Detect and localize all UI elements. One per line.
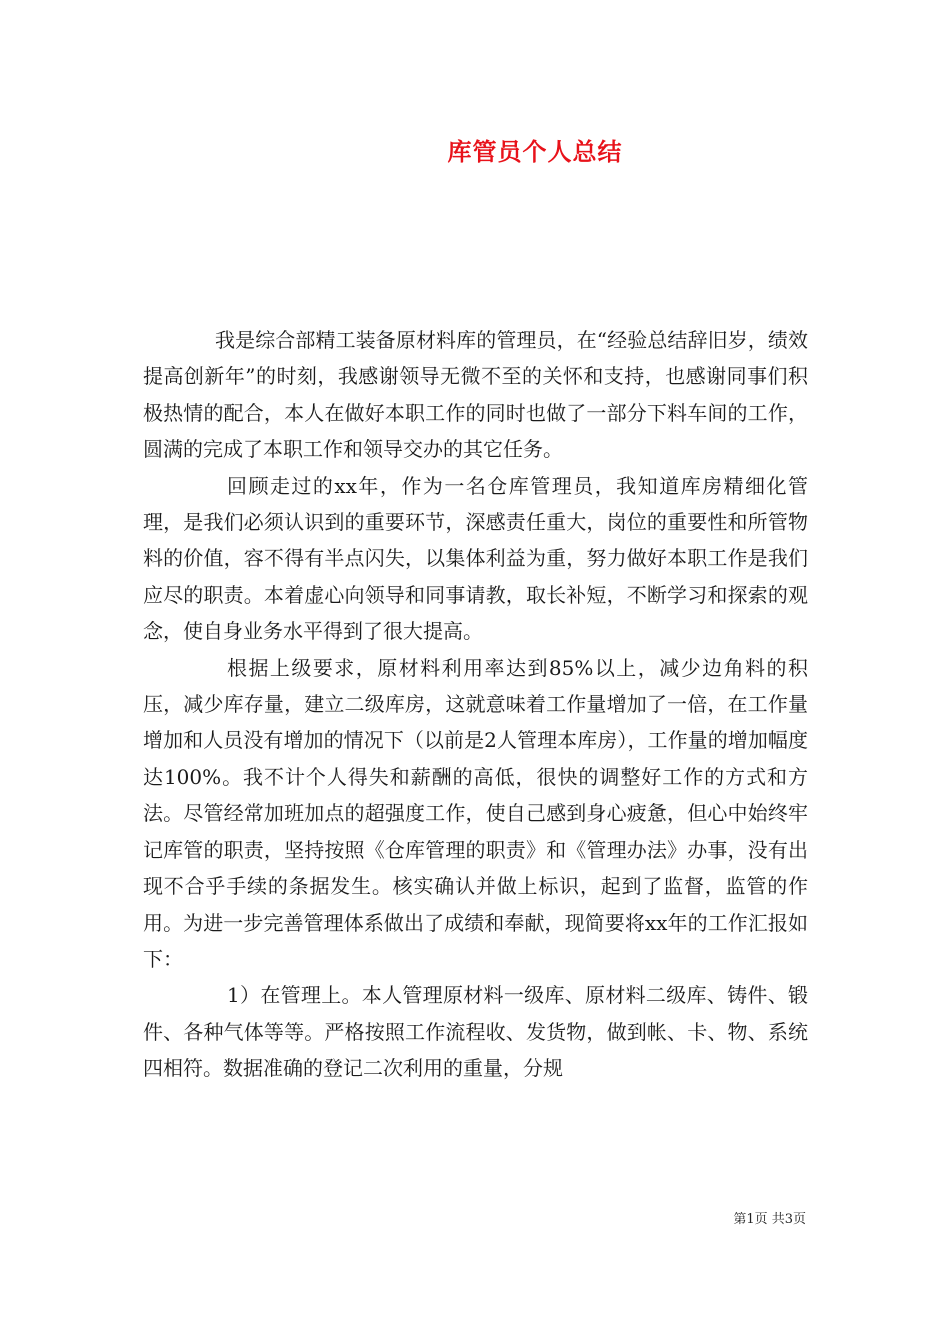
paragraph-3: 根据上级要求，原材料利用率达到85%以上，减少边角料的积压，减少库存量，建立二级库房，这就意味着工作量增加了一倍，在工作量增加和人员没有增加的情况下（以前是2人管理本库房），工作量的增加幅度达100%。我不计个人得失和薪酬的高低，很快的调整好工作的方式和方法。尽管经常加班加点的超强度工作，使自己感到身心疲惫，但心中始终牢记库管的职责，坚持按照《仓库管理的职责》和《管理办法》办事，没有出现不合乎手续的条据发生。核实确认并做上标识，起到了监督，监管的作用。为进一步完善管理体系做出了成绩和奉献，现简要将xx年的工作汇报如下： xyxy=(143,655,808,971)
document-title: 库管员个人总结 xyxy=(447,137,623,166)
paragraph-4: 1）在管理上。本人管理原材料一级库、原材料二级库、铸件、锻件、各种气体等等。严格按照工作流程收、发货物，做到帐、卡、物、系统四相符。数据准确的登记二次利用的重量，分规 xyxy=(143,983,808,1081)
document-body xyxy=(143,322,808,1087)
page-number-footer: 第1页 共3页 xyxy=(733,1212,806,1227)
paragraph-2: 回顾走过的xx年，作为一名仓库管理员，我知道库房精细化管理，是我们必须认识到的重要环节，深感责任重大，岗位的重要性和所管物料的价值，容不得有半点闪失，以集体利益为重，努力做好本职工作是我们应尽的职责。本着虚心向领导和同事请教，取长补短，不断学习和探索的观念，使自身业务水平得到了很大提高。 xyxy=(143,473,808,644)
paragraph-1: 我是综合部精工装备原材料库的管理员，在“经验总结辞旧岁，绩效提高创新年”的时刻，我感谢领导无微不至的关怀和支持，也感谢同事们积极热情的配合，本人在做好本职工作的同时也做了一部分下料车间的工作，圆满的完成了本职工作和领导交办的其它任务。 xyxy=(143,328,808,462)
